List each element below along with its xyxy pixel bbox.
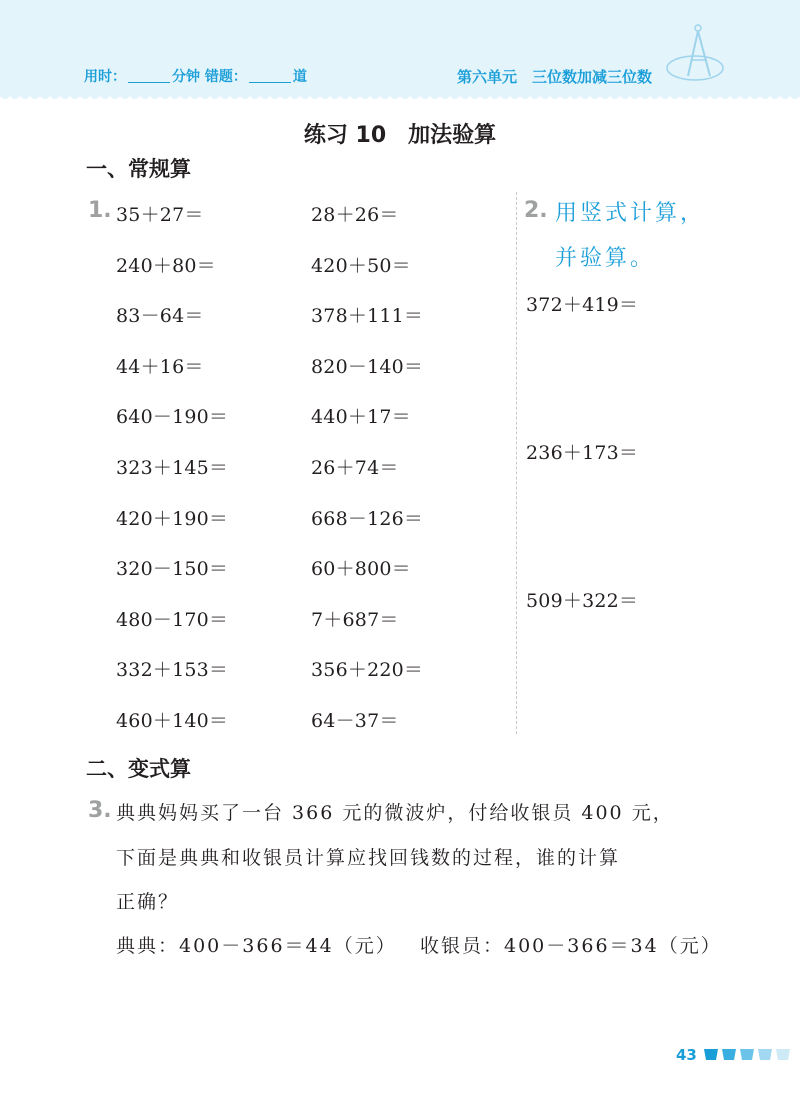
q1-col1-expression-8: 320－150＝ [116,558,229,581]
q1-col1-expression-9: 480－170＝ [116,608,229,631]
time-label: 用时： [84,69,126,85]
q1-col1-expression-4: 44＋16＝ [116,355,204,378]
q1-col2-expression-4: 820－140＝ [311,355,424,378]
decorative-cups-icon [703,1047,793,1063]
q1-col1-expression-2: 240＋80＝ [116,254,216,277]
q3-text-line3: 正确？ [116,891,180,913]
q1-col2-expression-10: 356＋220＝ [311,659,424,682]
q2-item-2: 236＋173＝ [526,442,639,464]
q3-text-line1: 典典妈妈买了一台 366 元的微波炉，付给收银员 400 元， [116,802,674,824]
page-title: 练习 10 加法验算 [303,123,497,148]
q3-text-line2: 下面是典典和收银员计算应找回钱数的过程，谁的计算 [116,847,621,869]
wrong-label: 错题： [204,69,247,85]
q1-col2-expression-9: 7＋687＝ [311,608,399,631]
column-divider [516,192,517,734]
section-heading-regular: 一、常规算 [86,157,191,181]
question-number-3: 3. [88,798,112,823]
wrong-blank[interactable] [249,68,291,83]
q1-col1-expression-1: 35＋27＝ [116,204,204,226]
q1-col1-expression-10: 332＋153＝ [116,659,229,682]
compass-icon [660,18,730,88]
q1-col1-expression-5: 640－190＝ [116,406,229,429]
q1-col2-expression-6: 26＋74＝ [311,457,399,479]
section-heading-variant: 二、变式算 [86,757,191,781]
q1-col2-expression-7: 668－126＝ [311,507,424,530]
q1-col2-expression-3: 378＋111＝ [311,305,424,328]
q1-col2-expression-11: 64－37＝ [311,710,399,732]
minute-label: 分钟 [172,69,200,85]
q2-item-3: 509＋322＝ [526,590,639,612]
question-number-1: 1. [88,198,112,223]
problem-unit: 道 [292,69,307,85]
page-number: 43 [676,1046,697,1064]
question-number-2: 2. [524,198,548,223]
q1-col1-expression-6: 323＋145＝ [116,457,229,479]
q3-answer-diandian: 典典：400－366＝44（元） [116,935,397,957]
q1-col2-expression-8: 60＋800＝ [311,558,411,581]
time-blank[interactable] [128,68,170,83]
q3-answer-cashier: 收银员：400－366＝34（元） [420,935,722,957]
header-wave-border [0,92,800,104]
q2-instruction-line2: 并验算。 [555,246,656,271]
timing-record [84,66,307,86]
q1-col2-expression-1: 28＋26＝ [311,204,399,226]
q1-col2-expression-5: 440＋17＝ [311,406,411,429]
q2-item-1: 372＋419＝ [526,294,639,316]
q1-col1-expression-3: 83－64＝ [116,305,204,328]
unit-title: 第六单元 三位数加减三位数 [457,68,653,86]
q1-col1-expression-11: 460＋140＝ [116,710,229,732]
q2-instruction-line1: 用竖式计算， [555,201,706,226]
q1-col2-expression-2: 420＋50＝ [311,254,411,277]
q1-col1-expression-7: 420＋190＝ [116,507,229,530]
